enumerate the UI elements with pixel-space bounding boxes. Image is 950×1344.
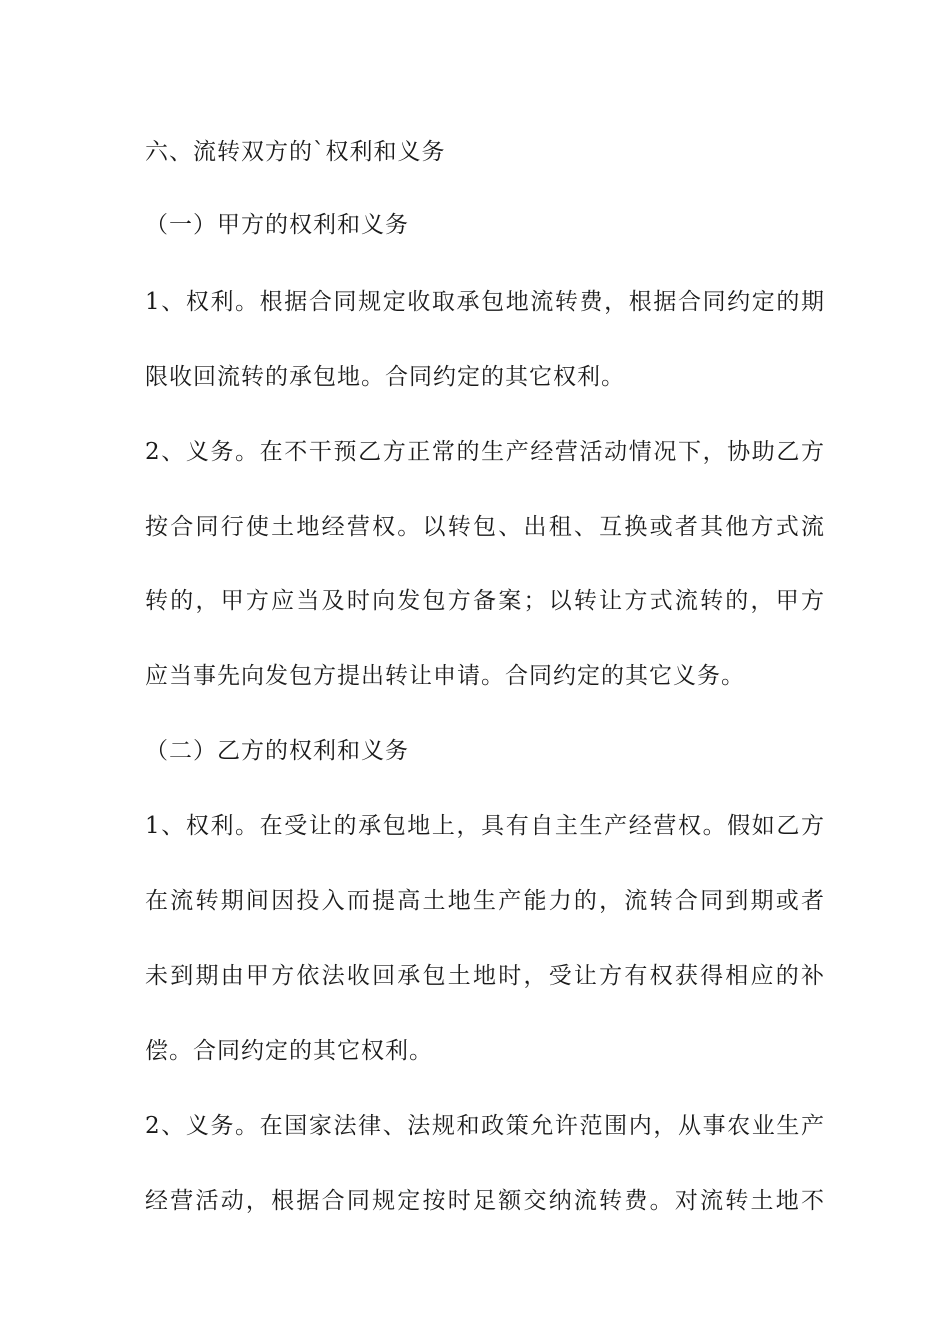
paragraph-line: 应当事先向发包方提出转让申请。合同约定的其它义务。 [145,663,745,689]
section-heading-rights-obligations: 六、流转双方的`权利和义务 [145,139,446,165]
paragraph-line: 2、义务。在不干预乙方正常的生产经营活动情况下，协助乙方 [145,439,825,465]
paragraph-line: 按合同行使土地经营权。以转包、出租、互换或者其他方式流 [145,514,825,540]
paragraph-line: 偿。合同约定的其它权利。 [145,1038,433,1064]
paragraph-line: 1、权利。根据合同规定收取承包地流转费，根据合同约定的期 [145,289,825,315]
paragraph-line: 限收回流转的承包地。合同约定的其它权利。 [145,364,625,390]
paragraph-line: 2、义务。在国家法律、法规和政策允许范围内，从事农业生产 [145,1113,825,1139]
subsection-heading-party-a: （一）甲方的权利和义务 [145,212,409,238]
paragraph-line: 经营活动，根据合同规定按时足额交纳流转费。对流转土地不 [145,1188,825,1214]
subsection-heading-party-b: （二）乙方的权利和义务 [145,738,409,764]
paragraph-line: 未到期由甲方依法收回承包土地时，受让方有权获得相应的补 [145,963,825,989]
paragraph-line: 转的，甲方应当及时向发包方备案；以转让方式流转的，甲方 [145,588,825,614]
paragraph-line: 在流转期间因投入而提高土地生产能力的，流转合同到期或者 [145,888,825,914]
paragraph-line: 1、权利。在受让的承包地上，具有自主生产经营权。假如乙方 [145,813,825,839]
